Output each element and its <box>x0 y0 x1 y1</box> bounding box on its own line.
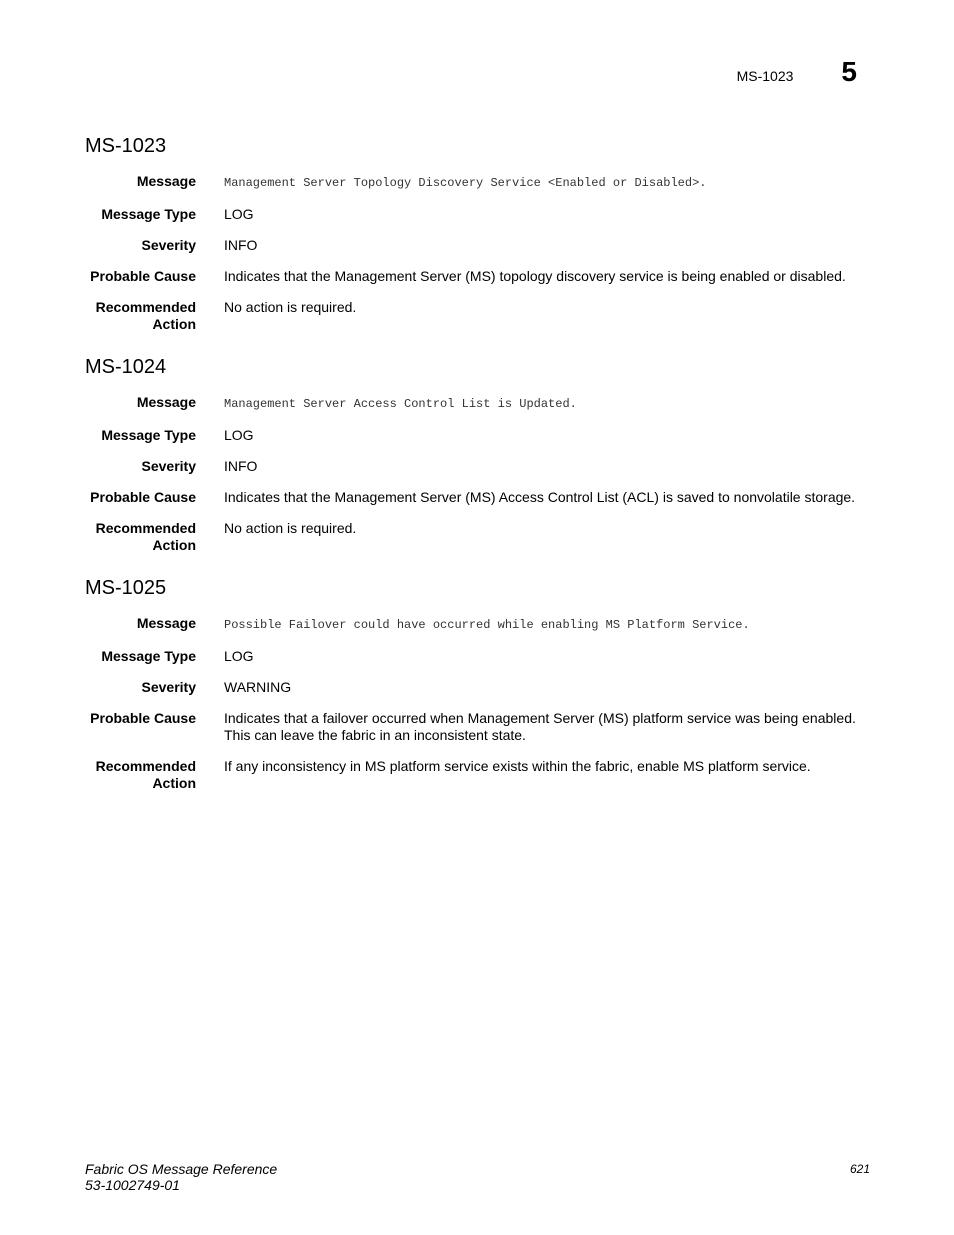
field-label: Severity <box>141 237 196 253</box>
field-label: Probable Cause <box>90 710 196 726</box>
field-label: Recommended Action <box>95 520 196 553</box>
field-label: Severity <box>141 458 196 474</box>
field-value: INFO <box>224 458 258 474</box>
running-header-id: MS-1023 <box>736 68 794 84</box>
field-label: Recommended Action <box>95 758 196 791</box>
field-message <box>85 394 875 413</box>
message-section-ms-1024 <box>85 354 875 554</box>
field-value: No action is required. <box>224 299 357 315</box>
field-value: If any inconsistency in MS platform service exists within the fabric, enable MS platform service. <box>224 758 811 774</box>
page-content <box>85 133 875 813</box>
field-message <box>85 615 875 634</box>
field-label: Message <box>136 394 196 410</box>
section-title: MS-1024 <box>85 356 167 378</box>
field-probable-cause <box>85 489 875 506</box>
field-value: No action is required. <box>224 520 357 536</box>
section-title: MS-1023 <box>85 135 167 157</box>
chapter-number: 5 <box>841 56 857 87</box>
field-value: LOG <box>224 648 254 664</box>
field-severity <box>85 237 875 254</box>
field-label: Recommended Action <box>95 299 196 332</box>
field-recommended-action <box>85 299 875 333</box>
field-message-type <box>85 427 875 444</box>
field-label: Probable Cause <box>90 489 196 505</box>
field-value: Indicates that the Management Server (MS) topology discovery service is being enabled or disabled. <box>224 268 846 284</box>
field-value: Indicates that the Management Server (MS) Access Control List (ACL) is saved to nonvolatile storage. <box>224 489 856 505</box>
field-probable-cause <box>85 710 875 744</box>
footer-doc-number: 53-1002749-01 <box>85 1177 180 1193</box>
field-recommended-action <box>85 758 875 792</box>
field-value: Management Server Access Control List is Updated. <box>224 397 577 411</box>
field-recommended-action <box>85 520 875 554</box>
field-message <box>85 173 875 192</box>
field-value: INFO <box>224 237 258 253</box>
field-label: Message Type <box>101 206 196 222</box>
field-value: Possible Failover could have occurred while enabling MS Platform Service. <box>224 618 750 632</box>
field-value: Management Server Topology Discovery Service <Enabled or Disabled>. <box>224 176 707 190</box>
field-message-type <box>85 206 875 223</box>
field-label: Message Type <box>101 427 196 443</box>
message-section-ms-1025 <box>85 575 875 792</box>
page-number: 621 <box>849 1162 870 1176</box>
footer-doc-title: Fabric OS Message Reference <box>85 1161 278 1177</box>
running-header <box>737 58 857 86</box>
page-footer <box>85 1161 870 1193</box>
field-label: Severity <box>141 679 196 695</box>
field-message-type <box>85 648 875 665</box>
field-severity <box>85 679 875 696</box>
field-label: Probable Cause <box>90 268 196 284</box>
field-label: Message <box>136 615 196 631</box>
field-label: Message <box>136 173 196 189</box>
message-section-ms-1023 <box>85 133 875 333</box>
field-value: Indicates that a failover occurred when Management Server (MS) platform service was being enabled. This can leave the fabric in an inconsistent state. <box>224 710 856 743</box>
field-label: Message Type <box>101 648 196 664</box>
field-value: LOG <box>224 206 254 222</box>
field-severity <box>85 458 875 475</box>
section-title: MS-1025 <box>85 577 167 599</box>
field-value: WARNING <box>224 679 292 695</box>
field-value: LOG <box>224 427 254 443</box>
field-probable-cause <box>85 268 875 285</box>
